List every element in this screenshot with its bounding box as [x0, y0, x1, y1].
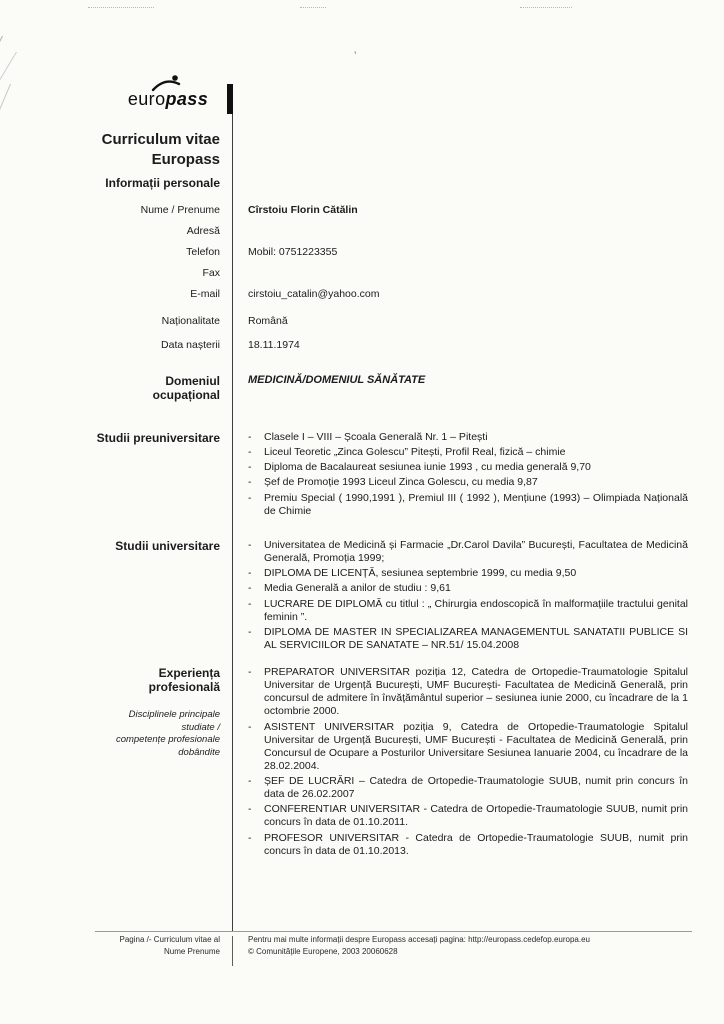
footer-page-label: Pagina /- Curriculum vitae al	[119, 935, 220, 944]
field-value: Mobil: 0751223355	[248, 246, 338, 258]
section-heading: Experiența profesională	[148, 666, 220, 695]
bullet-item: - CONFERENTIAR UNIVERSITAR - Catedra de Ortopedie-Traumatologie SUUB, numit prin concurs în data de 01.10.2011.	[248, 803, 688, 829]
title-line-1: Curriculum vitae	[101, 131, 220, 148]
university-studies-section	[96, 539, 688, 654]
scan-noise	[520, 7, 572, 8]
section-sublabel-line-2: competențe profesionale dobândite	[115, 734, 220, 759]
field-value	[232, 221, 688, 242]
personal-row-fax	[96, 263, 688, 284]
occupational-label: Domeniul ocupațional	[152, 374, 220, 403]
field-value	[232, 263, 688, 284]
bullet-item: - DIPLOMA DE LICENȚĂ, sesiunea septembrie 1999, cu media 9,50	[248, 567, 577, 580]
bullet-item: - Universitatea de Medicină și Farmacie „Dr.Carol Davila” București, Facultatea de Medicină Generală, Promoția 1999;	[248, 539, 688, 565]
bullet-item: - Liceul Teoretic „Zinca Golescu” Pitești, Profil Real, fizică – chimie	[248, 446, 566, 459]
footer-name-label: Nume Prenume	[163, 947, 220, 956]
bullet-item: - Media Generală a anilor de studiu : 9,61	[248, 582, 451, 595]
professional-experience-section	[96, 666, 688, 860]
preuniversity-studies-section	[96, 431, 688, 520]
bullet-item: - Premiu Special ( 1990,1991 ), Premiul III ( 1992 ), Mențiune (1993) – Olimpiada Națională de Chimie	[248, 491, 688, 517]
occupational-value: MEDICINĂ/DOMENIUL SĂNĂTATE	[248, 374, 426, 386]
bullet-item: - LUCRARE DE DIPLOMĂ cu titlul : „ Chirurgia endoscopică în malformațiile tractului genital feminin ”.	[248, 597, 688, 623]
bullet-list	[248, 539, 688, 652]
personal-row-nationality	[96, 311, 688, 332]
bullet-item: - PREPARATOR UNIVERSITAR poziția 12, Catedra de Ortopedie-Traumatologie Spitalul Universitar de Urgență București, UMF București- Facultatea de Medicină Generală, prin concursul de admitere în învățământul superior – sesiunea iunie 2000, cu încadrare de la 1 octombrie 2000.	[248, 666, 688, 718]
scan-speck: ’	[354, 50, 357, 62]
personal-info-rows	[96, 200, 688, 356]
field-label: E-mail	[190, 288, 220, 300]
bullet-item: - Diploma de Bacalaureat sesiunea iunie 1993 , cu media generală 9,70	[248, 461, 591, 474]
scan-noise	[300, 7, 326, 8]
personal-info-heading: Informații personale	[105, 176, 220, 190]
bullet-item: - Clasele I – VIII – Școala Generală Nr. 1 – Pitești	[248, 431, 488, 443]
field-label: Fax	[202, 267, 220, 279]
bullet-item: - Șef de Promoție 1993 Liceul Zinca Golescu, cu media 9,87	[248, 476, 538, 489]
title-line-2: Europass	[151, 150, 220, 168]
europass-logo	[116, 74, 220, 108]
personal-row-email	[96, 284, 688, 305]
footer-url-text: Pentru mai multe informații despre Europass accesați pagina: http://europass.cedefop.europa.eu	[248, 935, 590, 944]
logo-side-bar	[227, 84, 233, 114]
section-heading: Studii universitare	[115, 539, 220, 553]
scan-scratch-mark	[0, 52, 17, 104]
field-value: 18.11.1974	[248, 339, 300, 351]
bullet-item: - PROFESOR UNIVERSITAR - Catedra de Ortopedie-Traumatologie SUUB, numit prin concurs în data de 01.10.2013.	[248, 831, 688, 857]
field-label: Nume / Prenume	[140, 204, 220, 216]
occupational-domain-section	[96, 374, 688, 403]
bullet-list	[248, 431, 688, 518]
europass-logo-text	[116, 90, 220, 108]
personal-info-section	[96, 176, 688, 190]
field-label: Naționalitate	[161, 315, 220, 327]
footer-copyright-text: © Comunitățile Europene, 2003 20060628	[248, 947, 398, 956]
section-sublabel-line-1: Disciplinele principale studiate /	[128, 708, 220, 733]
field-value: Cîrstoiu Florin Cătălin	[248, 204, 358, 216]
section-heading: Studii preuniversitare	[96, 431, 220, 445]
document-title	[96, 130, 688, 169]
bullet-item: - DIPLOMA DE MASTER IN SPECIALIZAREA MANAGEMENTUL SANATATII PUBLICE SI AL SERVICIILOR DE SANATATE – NR.51/ 15.04.2008	[248, 625, 688, 651]
bullet-item: - ASISTENT UNIVERSITAR poziția 9, Catedra de Ortopedie-Traumatologie Spitalul Universitar de Urgență București, UMF București - Facultatea de Medicină Generală, prin Concursul de Ocupare a Posturilor Universitare Sesiunea Ianuarie 2004, cu încadrare de la 28.02.2004.	[248, 720, 688, 772]
personal-row-address	[96, 221, 688, 242]
logo-pass-text: pass	[165, 89, 209, 109]
logo-euro-text: euro	[127, 89, 166, 109]
field-label: Telefon	[186, 246, 220, 258]
scan-scratch-mark	[0, 84, 11, 190]
footer-divider-line	[95, 931, 692, 932]
scan-noise	[88, 7, 154, 8]
field-label: Data nașterii	[161, 339, 220, 351]
bullet-list	[248, 666, 688, 858]
personal-row-phone	[96, 242, 688, 263]
personal-row-birthdate	[96, 335, 688, 356]
personal-row-name	[96, 200, 688, 221]
field-value: Română	[248, 315, 288, 327]
field-value: cirstoiu_catalin@yahoo.com	[248, 288, 380, 300]
page-footer	[96, 934, 688, 958]
field-label: Adresă	[186, 225, 220, 237]
bullet-item: - ȘEF DE LUCRĂRI – Catedra de Ortopedie-Traumatologie SUUB, numit prin concurs în data de 26.02.2007	[248, 775, 688, 801]
